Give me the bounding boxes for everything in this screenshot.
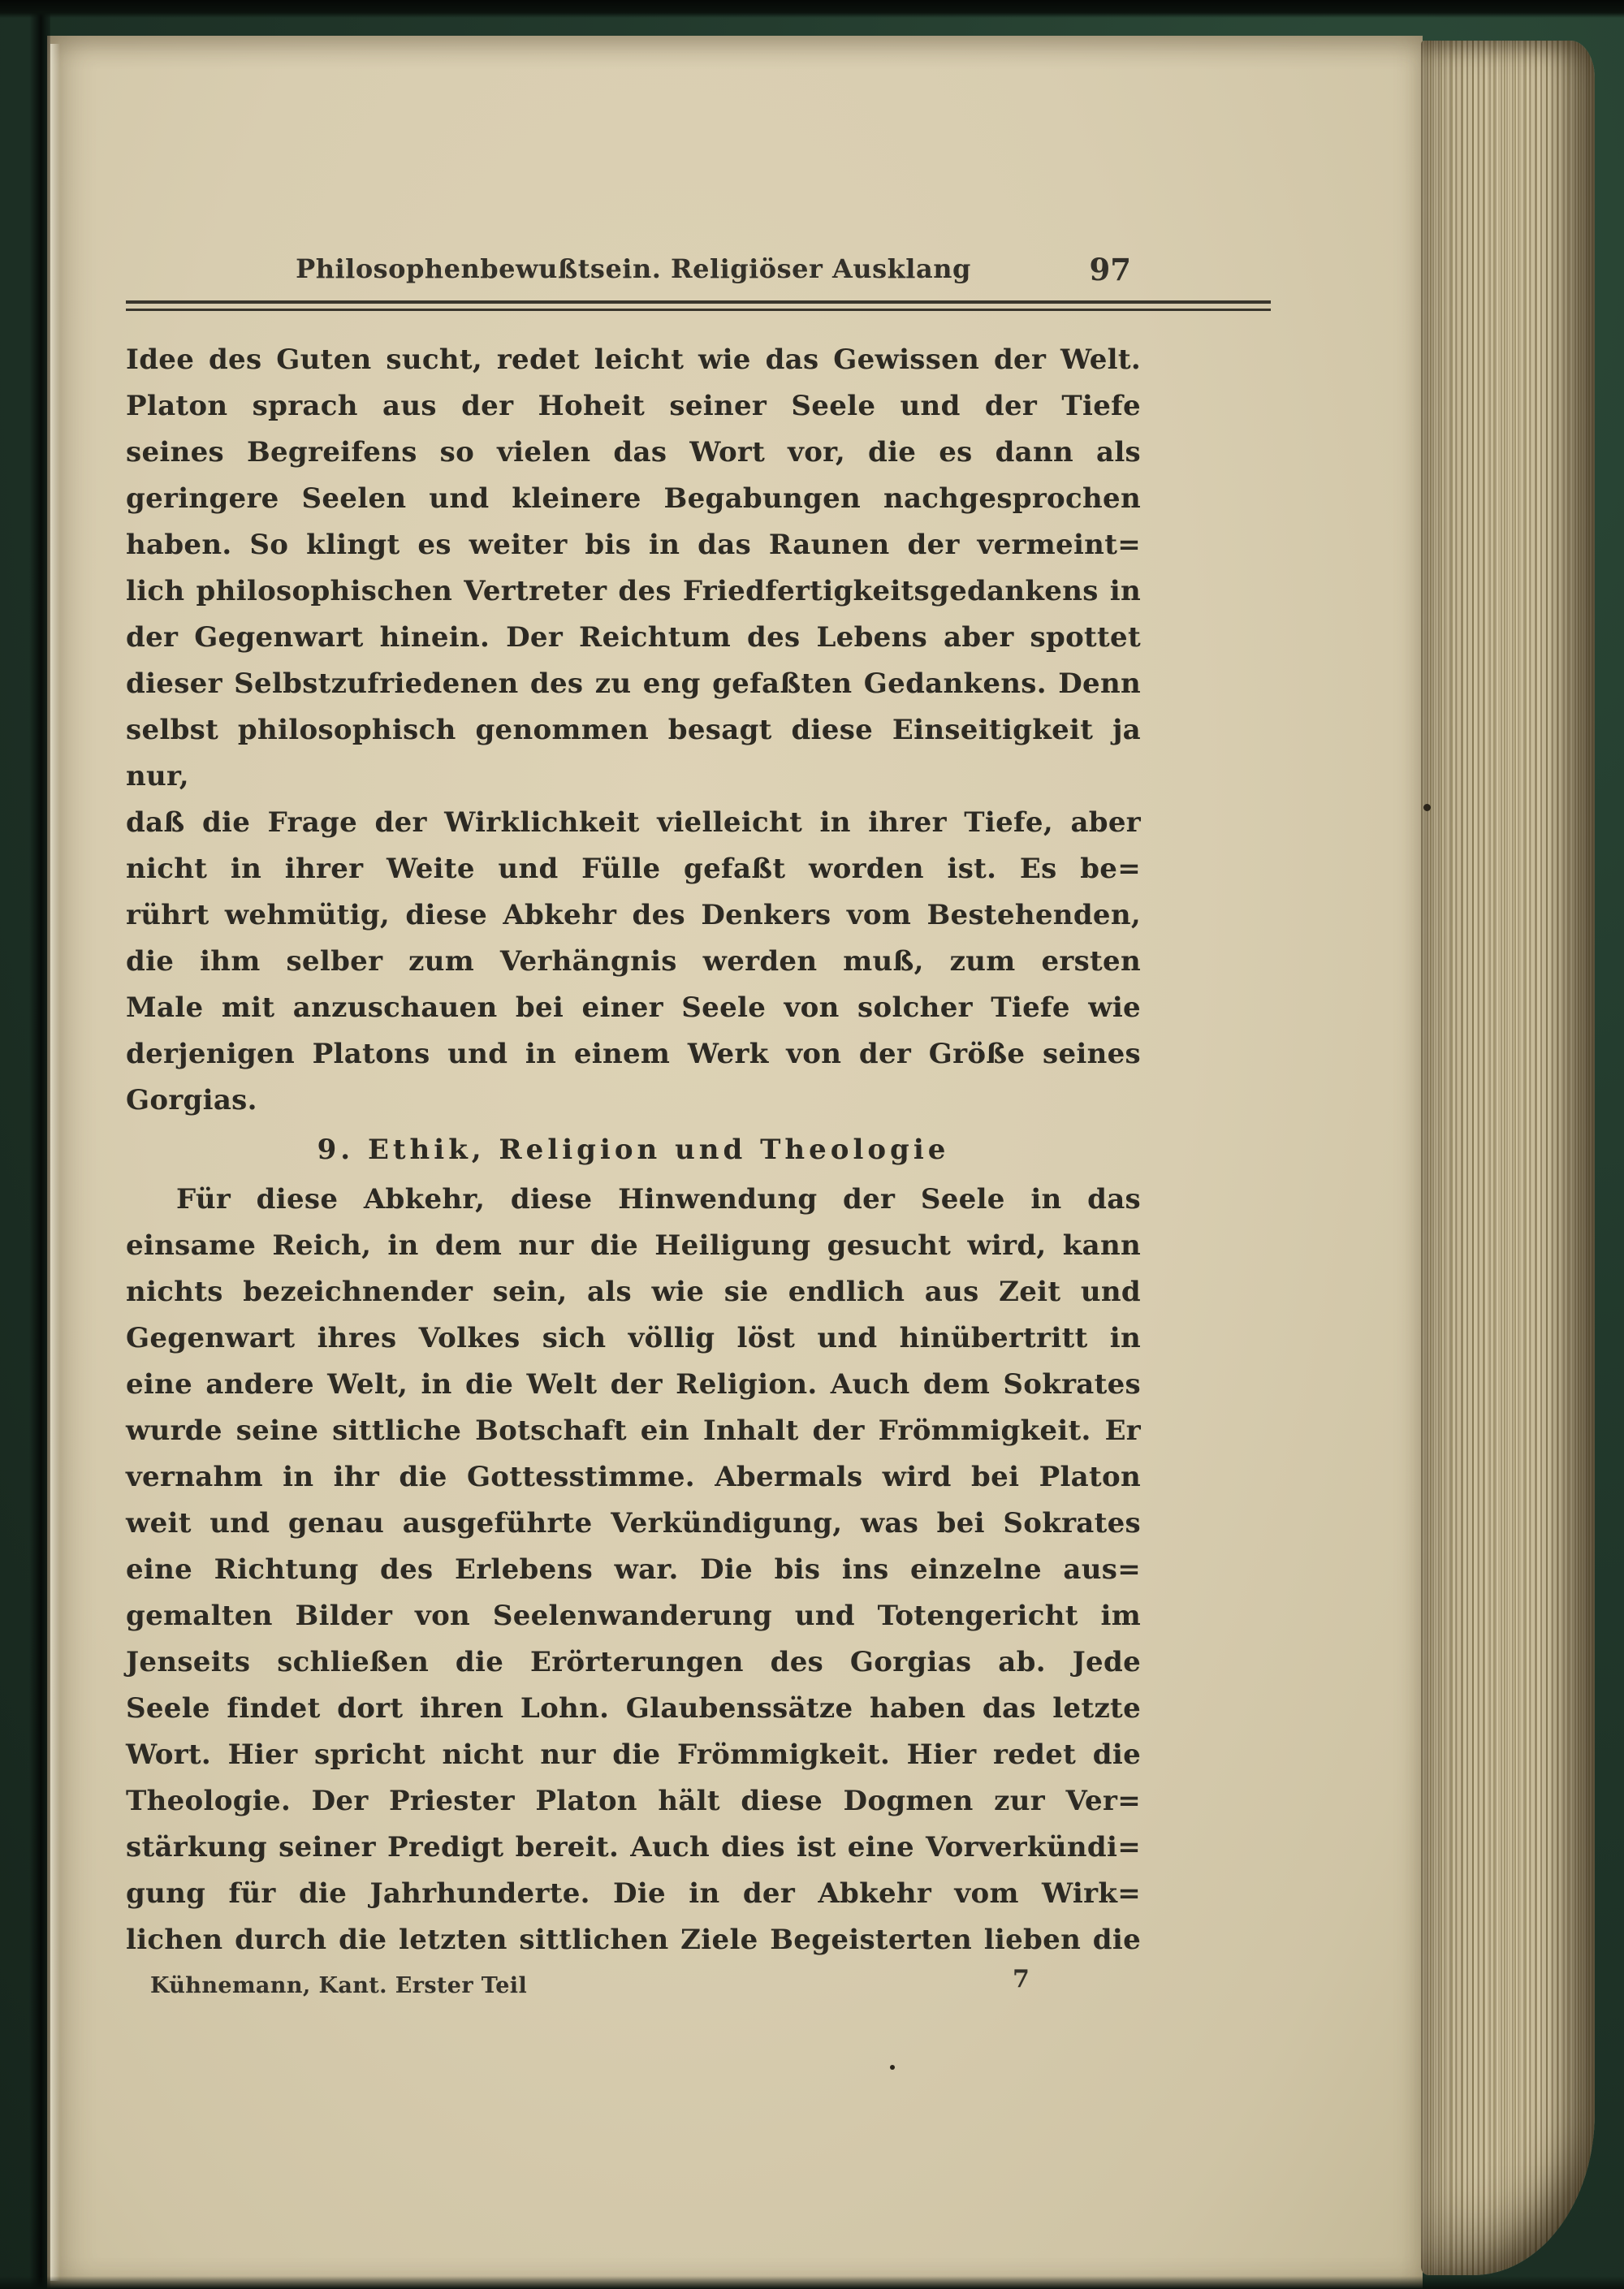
text-line: wurde seine sittliche Botschaft ein Inhalt der Frömmigkeit. Er [126, 1414, 1141, 1447]
text-line: Male mit anzuschauen bei einer Seele von solcher Tiefe wie [126, 991, 1141, 1024]
text-line: eine Richtung des Erlebens war. Die bis ins einzelne aus= [126, 1553, 1141, 1586]
text-line: einsame Reich, in dem nur die Heiligung gesucht wird, kann [126, 1229, 1141, 1262]
scan-bottom-edge [0, 2276, 1624, 2289]
text-line: gemalten Bilder von Seelenwanderung und Totengericht im [126, 1600, 1141, 1632]
text-line: Jenseits schließen die Erörterungen des Gorgias ab. Jede [126, 1646, 1141, 1678]
text-line: haben. So klingt es weiter bis in das Raunen der vermeint= [126, 529, 1141, 561]
text-line: Theologie. Der Priester Platon hält diese Dogmen zur Ver= [126, 1785, 1141, 1817]
text-line: eine andere Welt, in die Welt der Religion. Auch dem Sokrates [126, 1368, 1141, 1401]
binding-crease [29, 0, 50, 2289]
text-line: Für diese Abkehr, diese Hinwendung der Seele in das [176, 1183, 1141, 1216]
scan-speck [1423, 804, 1431, 811]
text-line: geringere Seelen und kleinere Begabungen nachgesprochen [126, 482, 1141, 515]
text-line: seines Begreifens so vielen das Wort vor, die es dann als [126, 436, 1141, 469]
page-edges-stack [1421, 41, 1595, 2275]
text-line: daß die Frage der Wirklichkeit vielleicht in ihrer Tiefe, aber [126, 806, 1141, 839]
text-line: Gorgias. [126, 1084, 257, 1116]
text-line: Seele findet dort ihren Lohn. Glaubenssätze haben das letzte [126, 1692, 1141, 1725]
text-line: derjenigen Platons und in einem Werk von der Größe seines [126, 1038, 1141, 1070]
scan-top-edge [0, 0, 1624, 18]
text-line: gung für die Jahrhunderte. Die in der Abkehr vom Wirk= [126, 1877, 1141, 1910]
rule-bottom [126, 309, 1271, 311]
text-line: stärkung seiner Predigt bereit. Auch dies ist eine Vorverkündi= [126, 1831, 1141, 1864]
page-footer [126, 1965, 1141, 2006]
text-line: rührt wehmütig, diese Abkehr des Denkers vom Bestehenden, [126, 899, 1141, 931]
text-line: die ihm selber zum Verhängnis werden muß, zum ersten [126, 945, 1141, 978]
printer-signature: Kühnemann, Kant. Erster Teil [150, 1973, 528, 1998]
text-line: nichts bezeichnender sein, als wie sie endlich aus Zeit und [126, 1276, 1141, 1308]
page-number: 97 [1089, 252, 1131, 287]
page-header [126, 253, 1141, 292]
text-line: lichen durch die letzten sittlichen Ziele Begeisterten lieben die [126, 1924, 1141, 1956]
sheet-number: 7 [1013, 1965, 1030, 1993]
paragraph-2 [126, 1177, 1141, 1963]
running-title: Philosophenbewußtsein. Religiöser Ausklang [296, 253, 971, 284]
text-line: weit und genau ausgeführte Verkündigung, was bei Sokrates [126, 1507, 1141, 1540]
header-double-rule [126, 300, 1271, 311]
type-area [126, 253, 1141, 2006]
text-line: der Gegenwart hinein. Der Reichtum des Lebens aber spottet [126, 621, 1141, 654]
paragraph-1 [126, 337, 1141, 1124]
text-line: Idee des Guten sucht, redet leicht wie das Gewissen der Welt. [126, 343, 1141, 376]
text-line: nicht in ihrer Weite und Fülle gefaßt worden ist. Es be= [126, 853, 1141, 885]
text-line: selbst philosophisch genommen besagt diese Einseitigkeit ja nur, [126, 714, 1141, 793]
rule-top [126, 300, 1271, 304]
body-text [126, 337, 1141, 1963]
text-line: lich philosophischen Vertreter des Friedfertigkeitsgedankens in [126, 575, 1141, 607]
text-line: Gegenwart ihres Volkes sich völlig löst und hinübertritt in [126, 1322, 1141, 1354]
scan-speck [890, 2065, 895, 2070]
text-line: Wort. Hier spricht nicht nur die Frömmigkeit. Hier redet die [126, 1738, 1141, 1771]
section-heading: 9. Ethik, Religion und Theologie [317, 1134, 950, 1166]
text-line: dieser Selbstzufriedenen des zu eng gefaßten Gedankens. Denn [126, 667, 1141, 700]
text-line: Platon sprach aus der Hoheit seiner Seele und der Tiefe [126, 390, 1141, 422]
text-line: vernahm in ihr die Gottesstimme. Abermals wird bei Platon [126, 1461, 1141, 1493]
